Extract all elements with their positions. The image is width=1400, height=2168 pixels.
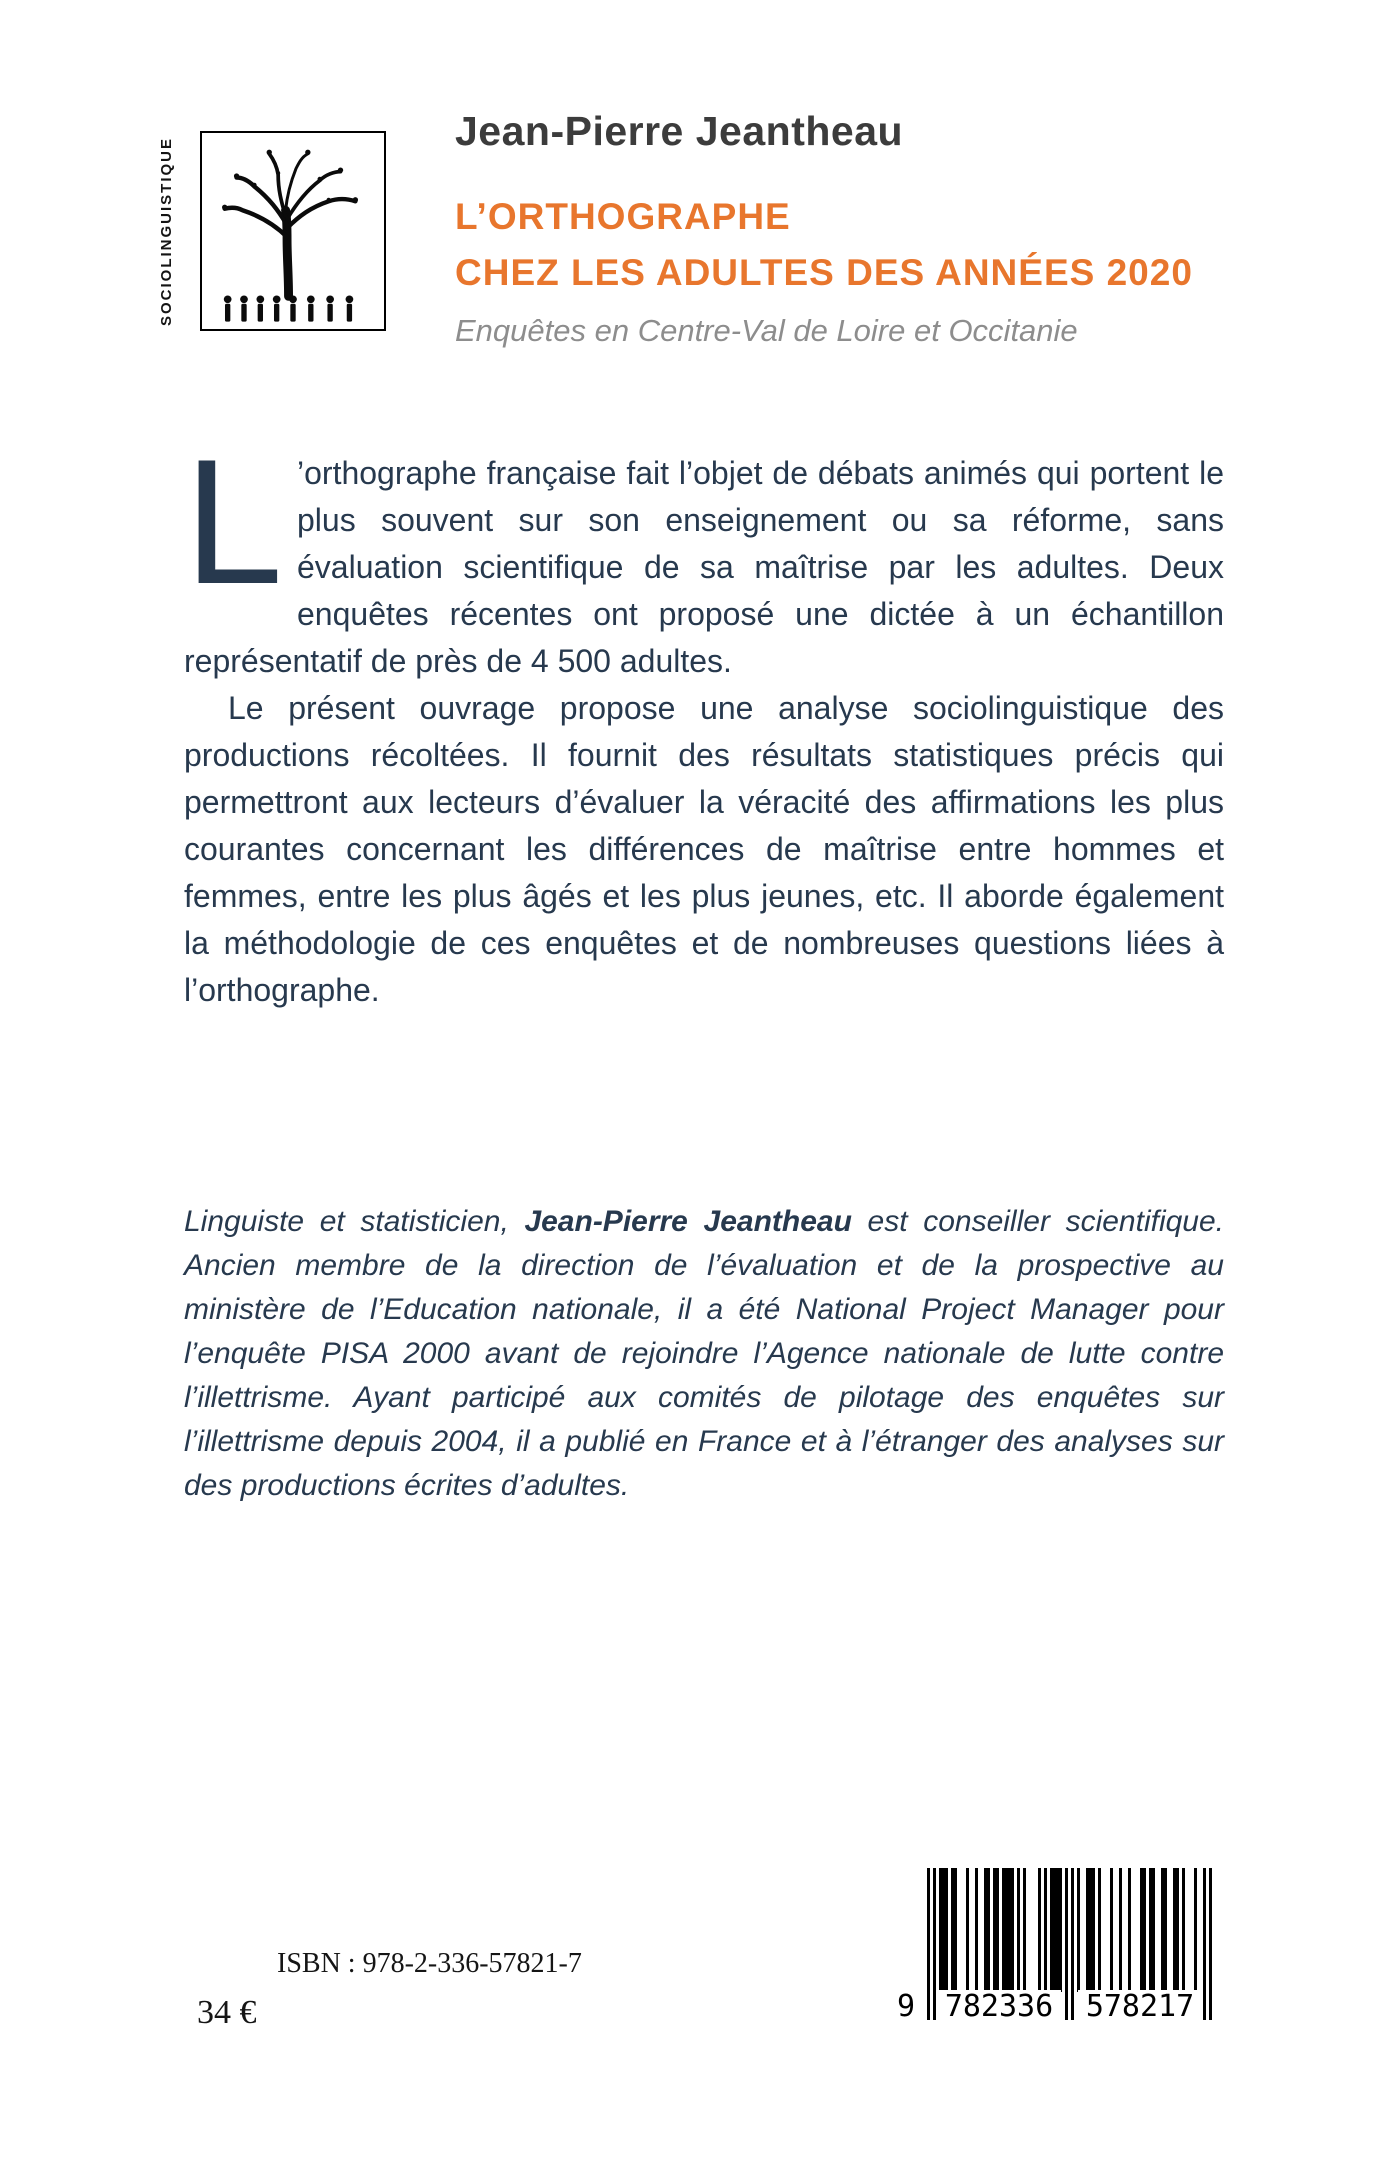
price: 34 € [197,1994,257,2031]
bio-text-post: est conseiller scientifique. Ancien membre de la direction de l’évaluation et de la prospective au ministère de l’Education nationale, il a été National Project Manager pour l’enquête PISA 2000 avant de rejoindre l’Agence nationale de lutte contre l’illettrisme. Ayant participé aux comités de pilotage des enquêtes sur l’illettrisme depuis 2004, il a publié en France et à l’étranger des analyses sur des productions écrites d’adultes. [184,1205,1225,1502]
author-name: Jean-Pierre Jeantheau [455,108,904,154]
synopsis [184,422,1224,1014]
barcode-digit-system: 9 [897,1989,916,2024]
barcode-digits-left: 782336 [937,1990,1061,2022]
dropcap-letter: L [184,422,283,621]
isbn: ISBN : 978-2-336-57821-7 [277,1948,582,1979]
bio-text-pre: Linguiste et statisticien, [184,1205,525,1238]
synopsis-paragraph-1-text: ’orthographe française fait l’objet de débats animés qui portent le plus souvent sur son enseignement ou sa réforme, sans évaluation scientifique de sa maîtrise par les adultes. Deux enquêtes récentes ont proposé une dictée à un échantillon représentatif de près de 4 500 adultes. [184,455,1224,679]
synopsis-paragraph-2: Le présent ouvrage propose une analyse sociolinguistique des productions récoltées. Il fournit des résultats statistiques précis qui permettront aux lecteurs d’évaluer la véracité des affirmations les plus courantes concernant les différences de maîtrise entre hommes et femmes, entre les plus âgés et les plus jeunes, etc. Il aborde également la méthodologie de ces enquêtes et de nombreuses questions liées à l’orthographe. [184,690,1224,1008]
book-title-line2: CHEZ LES ADULTES DES ANNÉES 2020 [455,252,1193,293]
book-title [455,189,1255,301]
tree-logo [202,133,384,329]
synopsis-paragraph-1 [184,422,1224,685]
book-title-line1: L’ORTHOGRAPHE [455,196,791,237]
barcode-inner [897,1868,1212,2024]
bio-author-name: Jean-Pierre Jeantheau [524,1205,852,1238]
collection-label: SOCIOLINGUISTIQUE [158,136,175,326]
header [455,108,1255,349]
barcode-digits-right: 578217 [1078,1990,1202,2022]
author-bio [184,1200,1224,1508]
book-subtitle: Enquêtes en Centre-Val de Loire et Occitanie [455,313,1078,348]
publisher-logo-box [200,131,386,331]
barcode [897,1868,1217,2030]
